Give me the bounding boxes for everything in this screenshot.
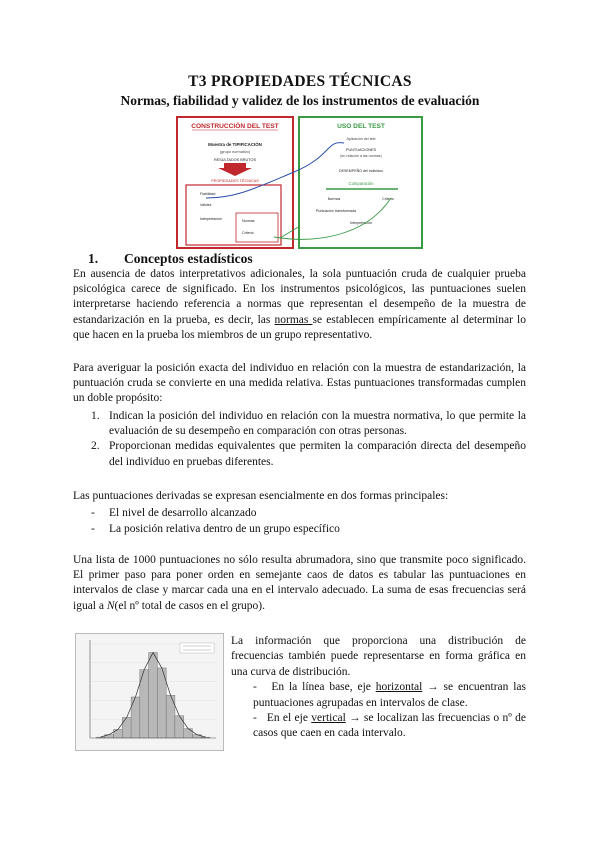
list-marker: -	[91, 507, 95, 519]
histogram-bar	[114, 729, 123, 738]
list-item-text: Indican la posición del individuo en relación con la muestra normativa, lo que permite la evaluación de su desempeño en comparación con otras personas.	[109, 410, 526, 438]
link-criterion	[280, 226, 300, 238]
use-bottom-2: Interpretación	[350, 221, 372, 225]
p5-text: La información que proporciona una distribución de frecuencias también puede representarse en forma gráfica en una curva de distribución.	[231, 635, 526, 678]
p3-text: Las puntuaciones derivadas se expresan esencialmente en dos formas principales:	[73, 490, 449, 502]
bullet1-before: En la línea base, eje	[271, 681, 376, 694]
use-item-1: Criterio	[382, 197, 394, 201]
construction-item-1: Validez	[200, 203, 212, 207]
list-item	[73, 409, 526, 439]
histogram-bar	[192, 735, 201, 738]
use-title: USO DEL TEST	[337, 123, 385, 130]
term-horizontal: horizontal	[375, 681, 423, 694]
construction-title: CONSTRUCCIÓN DEL TEST	[191, 123, 279, 130]
list-marker: 1.	[91, 410, 100, 422]
construction-arrow-label: PROPIEDADES TÉCNICAS	[211, 179, 259, 183]
p2-text: Para averiguar la posición exacta del individuo en relación con la muestra de estandarización, la puntuación cruda se convierte en una medida relativa. Estas puntuaciones transformadas cumplen un doble propósito:	[73, 362, 526, 405]
var-n: N	[106, 599, 115, 612]
frequency-histogram	[75, 633, 224, 751]
histogram-bar	[184, 729, 193, 738]
list-item	[73, 522, 526, 538]
forms-list	[73, 506, 526, 538]
list-item	[73, 439, 526, 469]
use-line1: Aplicación del test	[346, 137, 376, 141]
construction-item-2: Interpretación	[200, 217, 222, 221]
list-item-text: Proporcionan medidas equivalentes que permiten la comparación directa del desempeño del individuo en pruebas diferentes.	[109, 440, 526, 468]
chart-bars	[96, 653, 210, 738]
p4-after: (el nº total de casos en el grupo).	[114, 599, 265, 612]
page-title: T3 PROPIEDADES TÉCNICAS	[188, 73, 412, 90]
use-line2: PUNTUACIONES	[345, 148, 377, 152]
term-normas: normas	[274, 313, 313, 326]
term-vertical: vertical	[311, 712, 346, 725]
list-marker: 2.	[91, 440, 100, 453]
list-marker: -	[91, 522, 95, 535]
paragraph-frequencies	[73, 553, 526, 614]
test-construction-diagram	[176, 116, 424, 249]
down-arrow-icon	[218, 163, 252, 176]
construction-line2: (grupo normativo)	[220, 150, 250, 154]
list-item-text: El nivel de desarrollo alcanzado	[109, 507, 257, 519]
p1-after: se establecen empíricamente al determinar lo que hacen en la prueba los miembros de un grupo representativo.	[73, 313, 526, 341]
list-item	[73, 506, 526, 522]
chart-legend	[180, 643, 214, 653]
bullet1-after: → se encuentran las puntuaciones agrupadas en intervalos de clase.	[253, 681, 527, 709]
bullet-marker: -	[253, 712, 257, 725]
section-title: Conceptos estadísticos	[124, 251, 253, 266]
p1-before: En ausencia de datos interpretativos adicionales, la sola puntuación cruda de cualquier prueba psicológica carece de significado. En los instrumentos psicológicos, las puntuaciones suelen interpretarse haciendo referencia a normas que representan el desempeño de la muestra de estandarización en la prueba, es decir, las	[73, 268, 526, 326]
use-line3: (en relación a las normas)	[340, 154, 382, 158]
use-item-0: Normas	[327, 197, 341, 201]
bullet-marker: -	[253, 681, 257, 694]
use-bottom-1: Puntuación transformada	[315, 209, 357, 213]
histogram-bar	[149, 653, 158, 738]
section-number: 1.	[88, 251, 99, 266]
histogram-bar	[105, 735, 114, 738]
bullet2-after: → se localizan las frecuencias o nº de casos que caen en cada intervalo.	[253, 712, 526, 740]
paragraph-forms	[73, 489, 526, 504]
page-subtitle: Normas, fiabilidad y validez de los instrumentos de evaluación	[120, 93, 480, 108]
section-heading	[88, 251, 253, 267]
use-comparison: Comparación	[348, 181, 374, 186]
bullet2-before: En el eje	[266, 712, 312, 725]
p4-before: Una lista de 1000 puntuaciones no sólo resulta abrumadora, sino que transmite poco significado. El primer paso para poner orden en semejante caos de datos es tabular las puntuaciones en intervalos de clase y marcar cada una en el intervalo adecuado. La suma de esas frecuencias será igual a	[73, 554, 526, 612]
paragraph-normas	[73, 267, 526, 343]
construction-item-0: Fiabilidad	[200, 192, 216, 196]
construction-line1: Muestra de TIPIFICACIÓN	[208, 142, 262, 147]
construction-subitem-0: Normas	[242, 219, 255, 223]
list-item-text: La posición relativa dentro de un grupo específico	[109, 522, 340, 535]
link-curve-green	[274, 198, 391, 239]
purposes-list	[73, 409, 526, 470]
use-line4: DESEMPEÑO del individuo	[339, 169, 383, 173]
paragraph-position	[73, 361, 526, 407]
construction-line3: RESULTADOS BRUTOS	[214, 158, 256, 162]
histogram-bar	[175, 716, 184, 738]
histogram-bar	[131, 697, 140, 738]
distribution-text	[231, 634, 526, 742]
histogram-bar	[122, 717, 131, 738]
construction-subitem-1: Criterio	[242, 231, 254, 235]
